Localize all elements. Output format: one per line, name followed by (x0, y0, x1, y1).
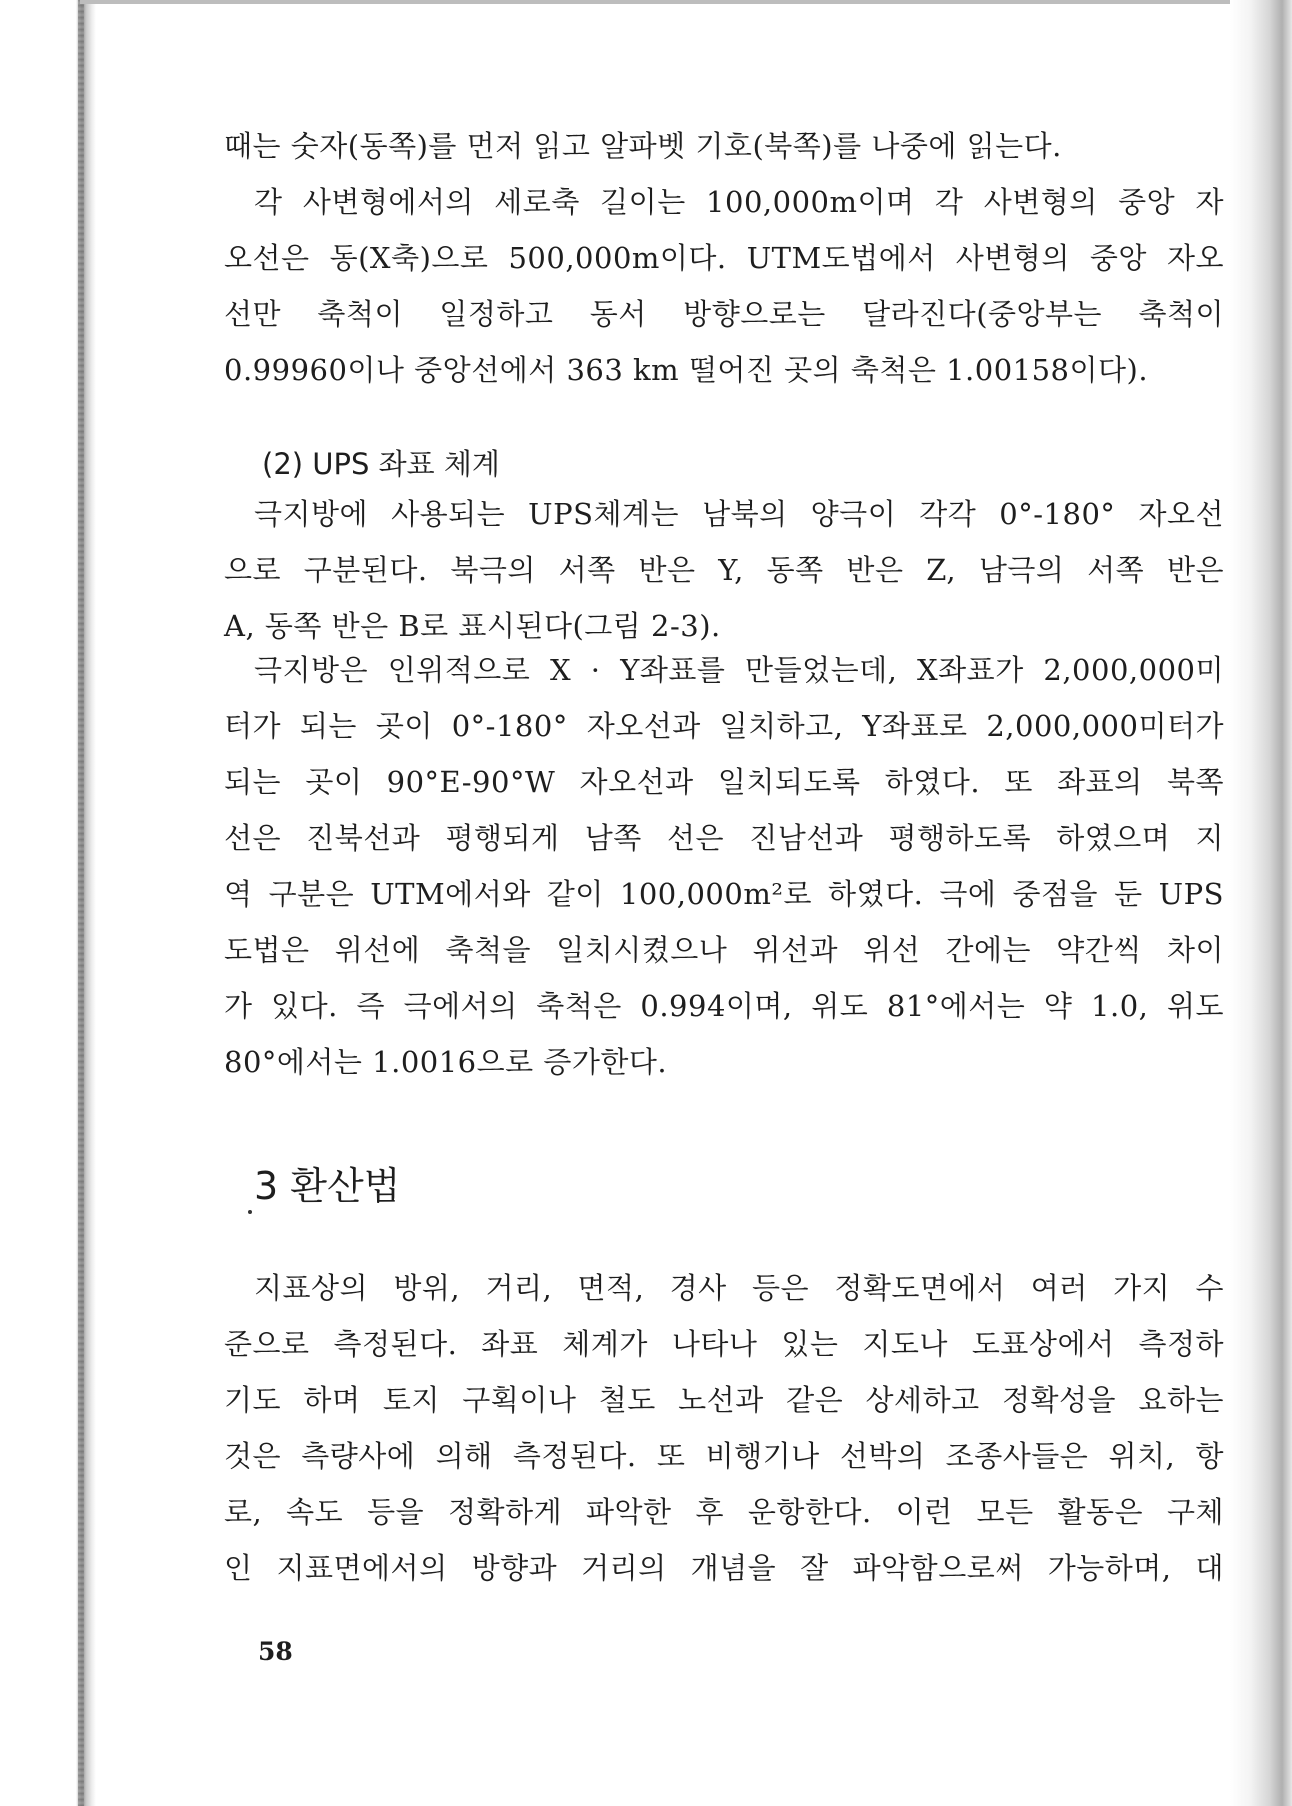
text-line: 인 지표면에서의 방향과 거리의 개념을 잘 파악함으로써 가능하며, 대 (224, 1551, 1224, 1585)
text-line: 도법은 위선에 축척을 일치시켰으나 위선과 위선 간에는 약간씩 차이 (224, 933, 1224, 967)
book-page (96, 4, 1230, 1806)
text-line: 극지방에 사용되는 UPS체계는 남북의 양극이 각각 0°-180° 자오선 (254, 497, 1224, 531)
text-line: 터가 되는 곳이 0°-180° 자오선과 일치하고, Y좌표로 2,000,000미터가 (224, 709, 1224, 743)
subsection-heading: (2) UPS 좌표 체계 (262, 447, 500, 481)
text-line: 선만 축척이 일정하고 동서 방향으로는 달라진다(중앙부는 축척이 (224, 297, 1224, 331)
text-line: 80°에서는 1.0016으로 증가한다. (224, 1045, 668, 1079)
text-line: A, 동쪽 반은 B로 표시된다(그림 2-3). (224, 609, 721, 643)
text-line: 선은 진북선과 평행되게 남쪽 선은 진남선과 평행하도록 하였으며 지 (224, 821, 1224, 855)
text-line: 지표상의 방위, 거리, 면적, 경사 등은 정확도면에서 여러 가지 수 (254, 1271, 1224, 1305)
text-line: 되는 곳이 90°E-90°W 자오선과 일치되도록 하였다. 또 좌표의 북쪽 (224, 765, 1224, 799)
print-speck (248, 1210, 252, 1214)
text-line: 오선은 동(X축)으로 500,000m이다. UTM도법에서 사변형의 중앙 자오 (224, 241, 1224, 275)
text-line: 기도 하며 토지 구획이나 철도 노선과 같은 상세하고 정확성을 요하는 (224, 1383, 1224, 1417)
page-right-shadow (1230, 0, 1292, 1806)
text-line: 역 구분은 UTM에서와 같이 100,000m²로 하였다. 극에 중점을 둔 UPS (224, 877, 1224, 911)
book-binding-edge (0, 0, 96, 1806)
text-line: 0.99960이나 중앙선에서 363 km 떨어진 곳의 축척은 1.00158이다). (224, 353, 1149, 387)
text-line: 준으로 측정된다. 좌표 체계가 나타나 있는 지도나 도표상에서 측정하 (224, 1327, 1224, 1361)
text-line: 때는 숫자(동쪽)를 먼저 읽고 알파벳 기호(북쪽)를 나중에 읽는다. (224, 129, 1062, 163)
text-line: 것은 측량사에 의해 측정된다. 또 비행기나 선박의 조종사들은 위치, 항 (224, 1439, 1224, 1473)
text-line: 으로 구분된다. 북극의 서쪽 반은 Y, 동쪽 반은 Z, 남극의 서쪽 반은 (224, 553, 1224, 587)
text-line: 각 사변형에서의 세로축 길이는 100,000m이며 각 사변형의 중앙 자 (254, 185, 1224, 219)
text-line: 가 있다. 즉 극에서의 축척은 0.994이며, 위도 81°에서는 약 1.0, 위도 (224, 989, 1224, 1023)
section-heading: 3 환산법 (254, 1164, 401, 1208)
text-line: 극지방은 인위적으로 X · Y좌표를 만들었는데, X좌표가 2,000,000미 (254, 653, 1224, 687)
page-number: 58 (258, 1637, 293, 1666)
text-line: 로, 속도 등을 정확하게 파악한 후 운항한다. 이런 모든 활동은 구체 (224, 1495, 1224, 1529)
